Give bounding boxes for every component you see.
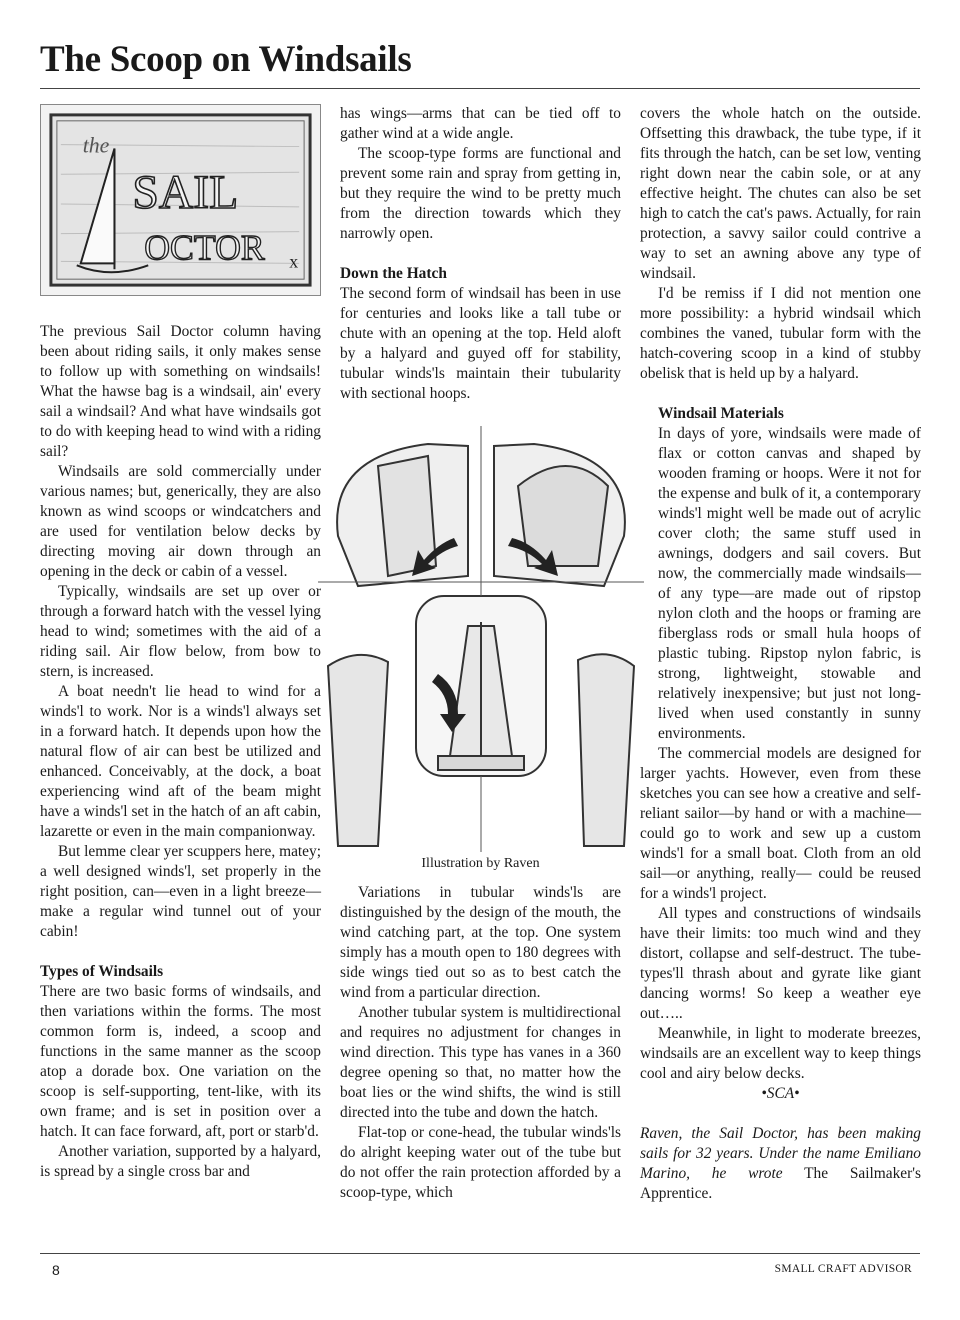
paragraph: Another tubular system is multidirectional and requires no adjustment for changes in wind direction. This type has vanes in a 360 degree opening so that, no matter how the boat lies or the wind shifts, the wind is still directed into the tube and down the hatch. xyxy=(340,1004,621,1121)
bio-text: Raven, the Sail Doctor, has been making sails for 32 years. Under the name Emiliano Marino, he wrote xyxy=(640,1125,921,1182)
svg-text:x: x xyxy=(289,251,299,272)
paragraph: The second form of windsail has been in use for centuries and looks like a tall tube or chute with an opening at the top. Held aloft by a halyard and guyed off for stability, tubular winds'ls maintain their tubularity with sectional hoops. xyxy=(340,285,621,402)
paragraph: Windsails are sold commercially under various names; but, generically, they are also known as wind scoops or windcatchers and are used for ventilation below decks by directing moving air down through an opening in the deck or cabin of a vessel. xyxy=(40,463,321,580)
column-3 xyxy=(640,104,921,1204)
illustration-caption: Illustration by Raven xyxy=(421,856,540,871)
page-number: 8 xyxy=(52,1262,60,1278)
paragraph: Meanwhile, in light to moderate breezes, windsails are an excellent way to keep things cool and airy below decks. xyxy=(640,1025,921,1082)
paragraph: All types and constructions of windsails have their limits: too much wind and they distort, collapse and self-destruct. The tube-types'll thrash about and gyrate like giant dancing worms! So keep a weather eye out….. xyxy=(640,905,921,1022)
paragraph: Another variation, supported by a halyard, is spread by a single cross bar and xyxy=(40,1143,321,1180)
paragraph: Typically, windsails are set up over or through a forward hatch with the vessel lying head to wind; sometimes with the aid of a riding sail. Air flow below, from bow to stern, is increased. xyxy=(40,583,321,680)
paragraph: There are two basic forms of windsails, and then variations within the forms. The most common form is, indeed, a scoop and functions in the same manner as the scoop atop a dorade box. One variation on the scoop is self-supporting, tent-like, with its own frame; and is set in position over a hatch. It can face forward, aft, port or starb'd. xyxy=(40,983,321,1140)
paragraph: The scoop-type forms are functional and prevent some rain and spray from getting in, but they require the wind to be pretty much from the direction towards which they narrowly open. xyxy=(340,145,621,242)
paragraph: Variations in tubular winds'ls are distinguished by the design of the mouth, the wind catching part, at the top. One system simply has a mouth open to 180 degrees with side wings tied out so as to best catch the wind from a particular direction. xyxy=(340,884,621,1001)
paragraph: The commercial models are designed for larger yachts. However, even from these sketches you can see how a creative and self-reliant sailor—by hand or with a machine—could go to work and sew up a custom winds'l for a small boat. Cloth from an old sail—or anything, really— could be reused for a winds'l project. xyxy=(640,745,921,902)
svg-text:SAIL: SAIL xyxy=(132,166,239,219)
column-2-bottom xyxy=(340,883,621,1203)
windsail-illustration xyxy=(318,426,644,852)
paragraph: covers the whole hatch on the outside. Offsetting this drawback, the tube type, if it fits through the hatch, can be set low, venting right down near the cabin sole, or at any effective height. The chutes can also be set high to catch the cat's paws. Actually, for rain protection, a savvy sailor could contrive a way to set an awning above any type of windsail. xyxy=(640,105,921,282)
column-2-top xyxy=(340,104,621,404)
paragraph: But lemme clear yer scuppers here, matey; a well designed winds'l, set properly in the right position, can—even in a light breeze—make a regular wind tunnel out of your cabin! xyxy=(40,843,321,940)
column-1 xyxy=(40,322,321,1182)
paragraph: In days of yore, windsails were made of flax or cotton canvas and shaped by wooden framing or hoops. Were it not for the expense and bulk of it, a contemporary winds'l might well be made out of acrylic cover cloth; the same stuff used in awnings, dodgers and sail covers. But now, the commercially made windsails—of any type—are made out of ripstop nylon cloth and the hoops or framing are fiberglass rods or small hula hoops of plastic tubing. Ripstop nylon fabric, is strong, lightweight, stowable and relatively inexpensive; but just not long-lived when used constantly in sunny environments. xyxy=(658,425,921,742)
section-heading: Types of Windsails xyxy=(40,963,164,980)
book-title: The Sailmaker's Apprentice. xyxy=(640,1165,921,1202)
paragraph: The previous Sail Doctor column having been about riding sails, it only makes sense to follow up with something on windsails! What the hawse bag is a windsail, ain' every sail a windsail? And what have windsails got to do with keeping head to wind with a riding sail? xyxy=(40,323,321,460)
sail-doctor-logo xyxy=(40,104,321,296)
article-title: The Scoop on Windsails xyxy=(40,39,412,80)
section-heading: Down the Hatch xyxy=(340,265,447,282)
author-bio xyxy=(640,1124,921,1204)
publication-name: SMALL CRAFT ADVISOR xyxy=(774,1263,912,1275)
section-heading: Windsail Materials xyxy=(658,405,784,422)
svg-text:OCTOR: OCTOR xyxy=(144,227,265,268)
paragraph: has wings—arms that can be tied off to gather wind at a wide angle. xyxy=(340,105,621,142)
signature: •SCA• xyxy=(761,1085,800,1102)
title-rule xyxy=(40,88,920,89)
paragraph: A boat needn't lie head to wind for a winds'l to work. Nor is a winds'l always set in a forward hatch. It depends upon how the natural flow of air can best be utilized and enhanced. Conceivably, at the dock, a boat experiencing wind aft of the beam might have a winds'l set in the hatch of an aft cabin, lazarette or even in the main companionway. xyxy=(40,683,321,840)
svg-text:the: the xyxy=(82,133,110,158)
footer-rule xyxy=(40,1253,920,1254)
paragraph: Flat-top or cone-head, the tubular winds'ls do alright keeping water out of the tube but do not offer the rain protection afforded by a scoop-type, which xyxy=(340,1124,621,1201)
paragraph: I'd be remiss if I did not mention one more possibility: a hybrid windsail which combines the vaned, tubular form with the hatch-covering scoop in a kind of stubby obelisk that is held up by a halyard. xyxy=(640,285,921,382)
